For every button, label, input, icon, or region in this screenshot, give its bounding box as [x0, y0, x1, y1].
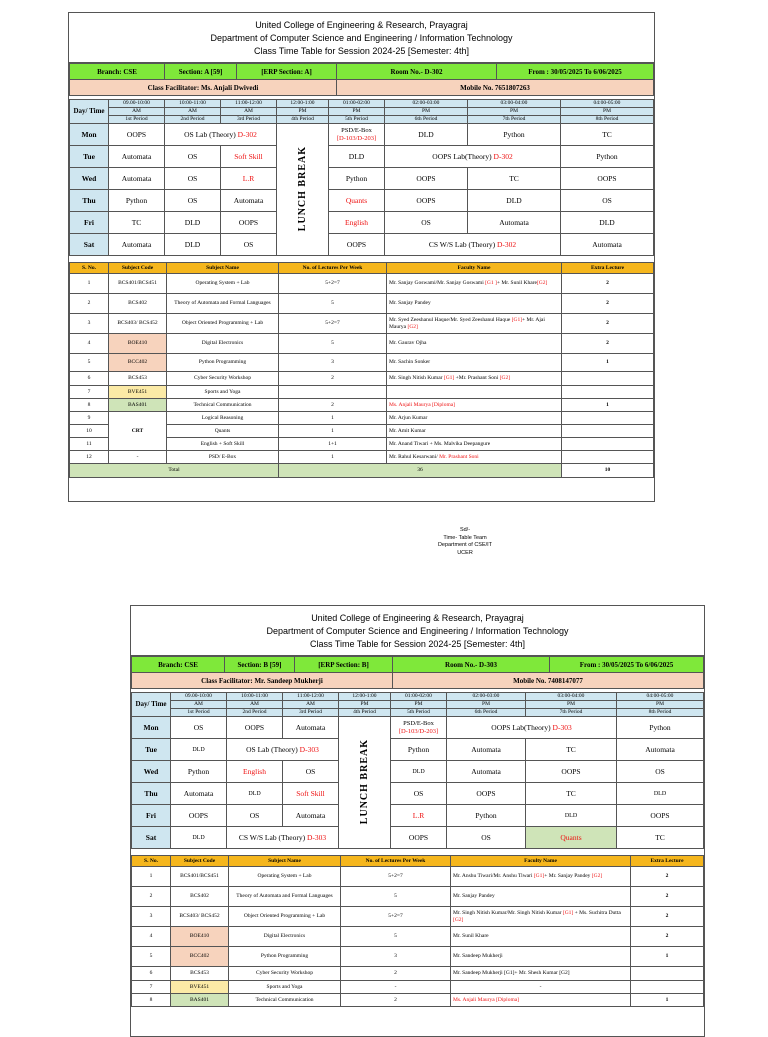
class-cell: OS [165, 146, 221, 168]
table-row: 4 BOE410 Digital Electronics 5 Mr. Gaurav Ojha 2 [70, 334, 654, 354]
subjects-table [69, 262, 654, 478]
lab-cell: OOPS Lab(Theory) D-302 [385, 146, 561, 168]
column-header: Extra Lecture [562, 263, 654, 274]
class-cell: Automata [447, 739, 526, 761]
class-info-table [131, 656, 704, 689]
class-cell: OOPS [391, 827, 447, 849]
period-label: 7th Period [468, 116, 561, 124]
column-header: Extra Lecture [631, 856, 704, 867]
time-slot: 02:00-03:00 [447, 693, 526, 701]
table-row: 2 BCS402 Theory of Automata and Formal Languages 5 Mr. Sanjay Pandey 2 [132, 887, 704, 907]
class-cell: Quants [526, 827, 617, 849]
room-number: Room No.- D-303 [393, 657, 550, 673]
class-cell: Python [447, 805, 526, 827]
class-cell: OOPS [329, 234, 385, 256]
time-slot: 12:00-1:00 [277, 100, 329, 108]
class-cell: DLD [617, 783, 704, 805]
class-cell: TC [526, 783, 617, 805]
class-cell: OS [391, 783, 447, 805]
day-label: Mon [70, 124, 109, 146]
table-row: 1 BCS401/BCS451 Operating System + Lab 5+2=7 Mr. Sanjay Goswami/Mr. Sanjay Goswami [G1 ]+ Mr. Sunil Khare[G2] 2 [70, 274, 654, 294]
column-header: Faculty Name [387, 263, 562, 274]
class-cell: OOPS [385, 190, 468, 212]
column-header: No. of Lectures Per Week [279, 263, 387, 274]
table-row: 11 English + Soft Skill 1+1 Mr. Anand Tiwari + Ms. Malvika Deepangure [70, 438, 654, 451]
class-cell: Automata [561, 234, 654, 256]
time-slot: 09.00-10:00 [109, 100, 165, 108]
table-row: 2 BCS402 Theory of Automata and Formal Languages 5 Mr. Sanjay Pandey 2 [70, 294, 654, 314]
table-row: 6 BCS453 Cyber Security Workshop 2 Mr. Sandeep Mukherji [G1]+ Mr. Shesh Kumar [G2] [132, 967, 704, 981]
class-cell: DLD [391, 761, 447, 783]
class-cell: OS [447, 827, 526, 849]
day-label: Fri [70, 212, 109, 234]
time-slot: 10:00-11:00 [227, 693, 283, 701]
day-label: Sat [132, 827, 171, 849]
class-cell: Automata [171, 783, 227, 805]
table-row: 12 - PSD/ E-Box 1 Mr. Rahul Kesarwani/ Mr. Prashant Soni [70, 451, 654, 464]
date-range: From : 30/05/2025 To 6/06/2025 [550, 657, 704, 673]
lab-cell: CS W/S Lab (Theory) D-303 [227, 827, 339, 849]
class-cell: OOPS [447, 783, 526, 805]
day-time-header: Day/ Time [70, 100, 109, 124]
class-cell: OS [221, 234, 277, 256]
class-cell: Automata [468, 212, 561, 234]
am-pm: PM [468, 108, 561, 116]
am-pm: PM [561, 108, 654, 116]
column-header: Subject Name [167, 263, 279, 274]
class-cell: OS [171, 717, 227, 739]
table-row: 3 BCS403/ BCS452 Object Oriented Programming + Lab 5+2=7 Mr. Singh Nitish Kumar/Mr. Singh Nitish Kumar [G1] + Ms. Suchitra Dutta [G2] 2 [132, 907, 704, 927]
time-slot: 02:00-03:00 [385, 100, 468, 108]
sheet-header [131, 606, 704, 656]
period-label: 4th Period [339, 709, 391, 717]
time-slot: 03:00-04:00 [468, 100, 561, 108]
am-pm: PM [526, 701, 617, 709]
table-row: 10 Quants 1 Mr. Amit Kumar [70, 425, 654, 438]
college-name: United College of Engineering & Research, Prayagraj [255, 20, 468, 30]
class-cell: Python [561, 146, 654, 168]
class-cell: English [329, 212, 385, 234]
class-cell: L.R [221, 168, 277, 190]
time-slot: 11:00-12:00 [283, 693, 339, 701]
department-name: Department of Computer Science and Engineering / Information Technology [210, 33, 513, 43]
branch: Branch: CSE [132, 657, 225, 673]
day-label: Fri [132, 805, 171, 827]
class-cell: DLD [171, 739, 227, 761]
sheet-header [69, 13, 654, 63]
time-slot: 01:00-02:00 [391, 693, 447, 701]
session-title: Class Time Table for Session 2024-25 [Semester: 4th] [254, 46, 469, 56]
class-cell: PSD/E-Box [D-103/D-203] [329, 124, 385, 146]
lunch-break: LUNCH BREAK [339, 717, 391, 849]
lunch-break: LUNCH BREAK [277, 124, 329, 256]
time-slot: 04:00-05:00 [561, 100, 654, 108]
table-row: 5 BCC402 Python Programming 3 Mr. Sachin Sonker 1 [70, 354, 654, 372]
room-number: Room No.- D-302 [337, 64, 497, 80]
facilitator-mobile: Mobile No. 7651807263 [337, 80, 654, 96]
class-info-table [69, 63, 654, 96]
college-name: United College of Engineering & Research, Prayagraj [311, 613, 524, 623]
day-label: Wed [70, 168, 109, 190]
table-row: 4 BOE410 Digital Electronics 5 Mr. Sunil Khare 2 [132, 927, 704, 947]
am-pm: AM [283, 701, 339, 709]
time-slot: 01:00-02:00 [329, 100, 385, 108]
class-cell: PSD/E-Box [D-103/D-203] [391, 717, 447, 739]
table-row: 8 BAS401 Technical Communication 2 Ms. Anjali Maurya [Diploma] 1 [132, 994, 704, 1007]
class-cell: DLD [227, 783, 283, 805]
erp-section: [ERP Section: B] [295, 657, 393, 673]
class-cell: TC [526, 739, 617, 761]
period-label: 8th Period [561, 116, 654, 124]
table-row: 7 BVE451 Sports and Yoga - - [132, 981, 704, 994]
timetable-sheet-section-b [130, 605, 705, 1037]
lab-cell: OS Lab (Theory) D-302 [165, 124, 277, 146]
day-label: Tue [132, 739, 171, 761]
class-cell: Python [391, 739, 447, 761]
column-header: Subject Name [229, 856, 341, 867]
column-header: S. No. [132, 856, 171, 867]
class-cell: L.R [391, 805, 447, 827]
day-label: Tue [70, 146, 109, 168]
facilitator-mobile: Mobile No. 7408147077 [393, 673, 704, 689]
am-pm: PM [447, 701, 526, 709]
am-pm: AM [165, 108, 221, 116]
class-cell: DLD [329, 146, 385, 168]
class-cell: Python [617, 717, 704, 739]
class-cell: Python [109, 190, 165, 212]
period-label: 1st Period [109, 116, 165, 124]
class-cell: DLD [468, 190, 561, 212]
subjects-table [131, 855, 704, 1007]
day-label: Mon [132, 717, 171, 739]
class-cell: Automata [109, 168, 165, 190]
section: Section: A [59] [165, 64, 237, 80]
class-cell: Automata [617, 739, 704, 761]
am-pm: AM [221, 108, 277, 116]
period-label: 6th Period [447, 709, 526, 717]
weekly-timetable [69, 99, 654, 256]
class-cell: TC [468, 168, 561, 190]
class-facilitator: Class Facilitator: Ms. Anjali Dwivedi [70, 80, 337, 96]
class-cell: Python [468, 124, 561, 146]
class-cell: OS [165, 168, 221, 190]
session-title: Class Time Table for Session 2024-25 [Semester: 4th] [310, 639, 525, 649]
class-cell: TC [109, 212, 165, 234]
class-cell: DLD [165, 234, 221, 256]
time-slot: 04:00-05:00 [617, 693, 704, 701]
weekly-timetable [131, 692, 704, 849]
erp-section: [ERP Section: A] [237, 64, 337, 80]
class-cell: Automata [221, 190, 277, 212]
am-pm: PM [329, 108, 385, 116]
date-range: From : 30/05/2025 To 6/06/2025 [497, 64, 654, 80]
class-cell: DLD [385, 124, 468, 146]
am-pm: AM [171, 701, 227, 709]
table-row: 7 BVE451 Sports and Yoga [70, 386, 654, 399]
class-cell: OOPS [385, 168, 468, 190]
class-cell: DLD [561, 212, 654, 234]
time-slot: 11:00-12:00 [221, 100, 277, 108]
branch: Branch: CSE [70, 64, 165, 80]
department-name: Department of Computer Science and Engineering / Information Technology [266, 626, 569, 636]
period-label: 7th Period [526, 709, 617, 717]
lab-cell: OS Lab (Theory) D-303 [227, 739, 339, 761]
column-header: S. No. [70, 263, 109, 274]
class-cell: DLD [526, 805, 617, 827]
class-cell: OOPS [171, 805, 227, 827]
time-slot: 03:00-04:00 [526, 693, 617, 701]
day-label: Wed [132, 761, 171, 783]
class-cell: DLD [165, 212, 221, 234]
table-row: 3 BCS403/ BCS452 Object Oriented Programming + Lab 5+2=7 Mr. Syed Zeeshanul Haque/Mr. Syed Zeeshanul Haque [G1]+ Mr. Ajai Maurya [G2] 2 [70, 314, 654, 334]
time-slot: 10:00-11:00 [165, 100, 221, 108]
class-cell: OOPS [526, 761, 617, 783]
am-pm: PM [385, 108, 468, 116]
class-cell: Automata [283, 805, 339, 827]
class-cell: OS [165, 190, 221, 212]
column-header: Faculty Name [451, 856, 631, 867]
class-facilitator: Class Facilitator: Mr. Sandeep Mukherji [132, 673, 393, 689]
class-cell: OOPS [227, 717, 283, 739]
period-label: 3rd Period [221, 116, 277, 124]
period-label: 5th Period [329, 116, 385, 124]
am-pm: PM [277, 108, 329, 116]
period-label: 2nd Period [165, 116, 221, 124]
class-cell: Automata [109, 234, 165, 256]
total-row: Total 36 10 [70, 464, 654, 478]
section: Section: B [59] [225, 657, 295, 673]
period-label: 5th Period [391, 709, 447, 717]
timetable-sheet-section-a [68, 12, 655, 502]
day-label: Thu [132, 783, 171, 805]
table-row: 1 BCS401/BCS451 Operating System + Lab 5+2=7 Mr. Anshu Tiwari/Mr. Anshu Tiwari [G1]+ Mr. Sanjay Pandey [G2] 2 [132, 867, 704, 887]
period-label: 6th Period [385, 116, 468, 124]
class-cell: OS [283, 761, 339, 783]
class-cell: OOPS [109, 124, 165, 146]
class-cell: OS [227, 805, 283, 827]
column-header: Subject Code [109, 263, 167, 274]
signature-block: Sd/- Time- Table Team Department of CSE/IT UCER [437, 527, 493, 556]
class-cell: Python [329, 168, 385, 190]
class-cell: Automata [109, 146, 165, 168]
day-label: Thu [70, 190, 109, 212]
class-cell: OOPS [561, 168, 654, 190]
day-label: Sat [70, 234, 109, 256]
table-row: 6 BCS453 Cyber Security Workshop 2 Mr. Singh Nitish Kumar [G1] +Mr. Prashant Soni [G2] [70, 372, 654, 386]
am-pm: PM [617, 701, 704, 709]
class-cell: English [227, 761, 283, 783]
am-pm: AM [109, 108, 165, 116]
period-label: 3rd Period [283, 709, 339, 717]
period-label: 8th Period [617, 709, 704, 717]
table-row: 9 CRT Logical Reasoning 1 Mr. Arjun Kumar [70, 412, 654, 425]
class-cell: DLD [171, 827, 227, 849]
class-cell: OOPS [617, 805, 704, 827]
class-cell: Python [171, 761, 227, 783]
am-pm: AM [227, 701, 283, 709]
class-cell: TC [617, 827, 704, 849]
class-cell: OS [617, 761, 704, 783]
class-cell: Automata [283, 717, 339, 739]
period-label: 2nd Period [227, 709, 283, 717]
class-cell: OS [561, 190, 654, 212]
class-cell: OOPS [221, 212, 277, 234]
lab-cell: CS W/S Lab (Theory) D-302 [385, 234, 561, 256]
class-cell: Automata [447, 761, 526, 783]
class-cell: Quants [329, 190, 385, 212]
period-label: 1st Period [171, 709, 227, 717]
class-cell: OS [385, 212, 468, 234]
table-row: 5 BCC402 Python Programming 3 Mr. Sandeep Mukherji 1 [132, 947, 704, 967]
day-time-header: Day/ Time [132, 693, 171, 717]
class-cell: Soft Skill [221, 146, 277, 168]
am-pm: PM [339, 701, 391, 709]
table-row: 8 BAS401 Technical Communication 2 Ms. Anjali Maurya [Diploma] 1 [70, 399, 654, 412]
period-label: 4th Period [277, 116, 329, 124]
lab-cell: OOPS Lab(Theory) D-303 [447, 717, 617, 739]
time-slot: 12:00-1:00 [339, 693, 391, 701]
am-pm: PM [391, 701, 447, 709]
class-cell: Soft Skill [283, 783, 339, 805]
column-header: Subject Code [171, 856, 229, 867]
time-slot: 09.00-10:00 [171, 693, 227, 701]
column-header: No. of Lectures Per Week [341, 856, 451, 867]
class-cell: TC [561, 124, 654, 146]
